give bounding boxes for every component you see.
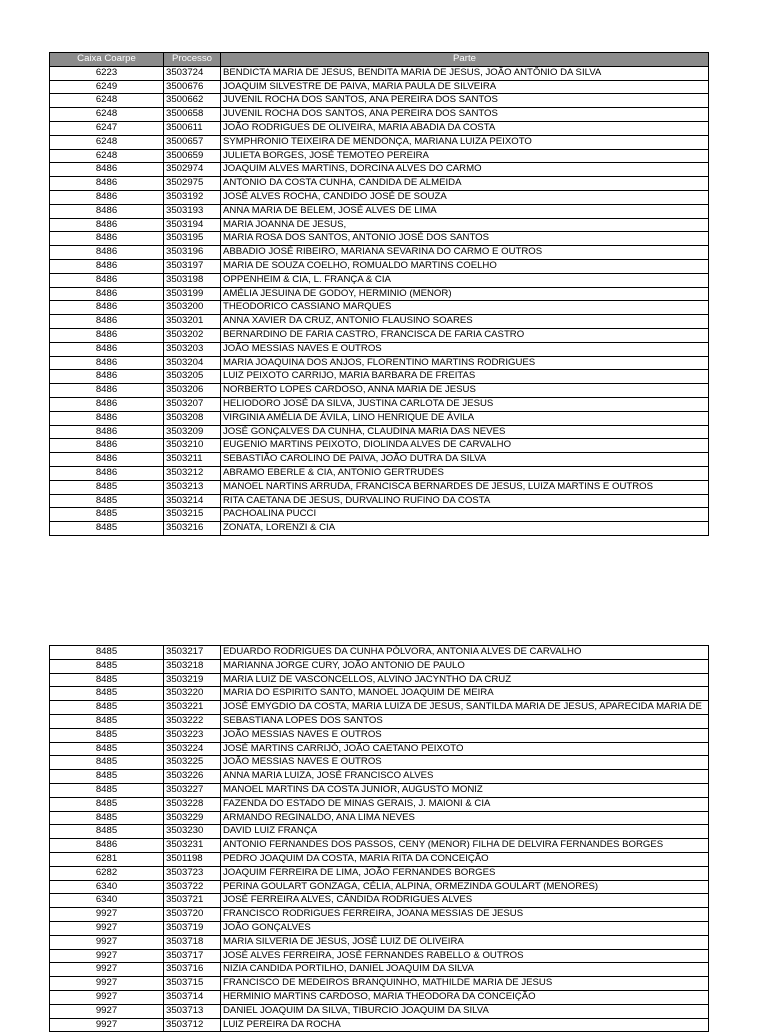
cell-processo: 3503201 bbox=[164, 315, 221, 329]
cell-parte: SYMPHRONIO TEIXEIRA DE MENDONÇA, MARIANA LUIZA PEIXOTO bbox=[221, 135, 709, 149]
cell-caixa-coarpe: 8486 bbox=[50, 287, 164, 301]
cell-caixa-coarpe: 6247 bbox=[50, 121, 164, 135]
cell-parte: EDUARDO RODRIGUES DA CUNHA PÓLVORA, ANTONIA ALVES DE CARVALHO bbox=[221, 646, 709, 660]
cell-caixa-coarpe: 8485 bbox=[50, 508, 164, 522]
cell-processo: 3503200 bbox=[164, 301, 221, 315]
table-row bbox=[50, 370, 709, 384]
cell-processo: 3503224 bbox=[164, 742, 221, 756]
cell-caixa-coarpe: 8485 bbox=[50, 687, 164, 701]
cell-caixa-coarpe: 8485 bbox=[50, 728, 164, 742]
cell-processo: 3503218 bbox=[164, 659, 221, 673]
cell-parte: BENDICTA MARIA DE JESUS, BENDITA MARIA DE JESUS, JOÃO ANTÔNIO DA SILVA bbox=[221, 66, 709, 80]
table-row bbox=[50, 949, 709, 963]
table-row bbox=[50, 742, 709, 756]
cell-parte: SEBASTIANA LOPES DOS SANTOS bbox=[221, 714, 709, 728]
cell-caixa-coarpe: 8485 bbox=[50, 825, 164, 839]
cell-processo: 3503205 bbox=[164, 370, 221, 384]
cell-processo: 3503194 bbox=[164, 218, 221, 232]
table-row bbox=[50, 259, 709, 273]
cell-caixa-coarpe: 8486 bbox=[50, 190, 164, 204]
cell-parte: NIZIA CANDIDA PORTILHO, DANIEL JOAQUIM DA SILVA bbox=[221, 963, 709, 977]
cell-processo: 3503207 bbox=[164, 397, 221, 411]
cell-caixa-coarpe: 8485 bbox=[50, 494, 164, 508]
cell-processo: 3503195 bbox=[164, 232, 221, 246]
cell-caixa-coarpe: 8486 bbox=[50, 411, 164, 425]
cell-caixa-coarpe: 8485 bbox=[50, 480, 164, 494]
cell-caixa-coarpe: 8486 bbox=[50, 177, 164, 191]
cell-caixa-coarpe: 9927 bbox=[50, 963, 164, 977]
cell-parte: JUVENIL ROCHA DOS SANTOS, ANA PEREIRA DOS SANTOS bbox=[221, 108, 709, 122]
cell-processo: 3501198 bbox=[164, 852, 221, 866]
cell-caixa-coarpe: 6340 bbox=[50, 894, 164, 908]
cell-parte: DAVID LUIZ FRANÇA bbox=[221, 825, 709, 839]
cell-caixa-coarpe: 8486 bbox=[50, 453, 164, 467]
table-row bbox=[50, 852, 709, 866]
table-row bbox=[50, 328, 709, 342]
cell-parte: EUGENIO MARTINS PEIXOTO, DIOLINDA ALVES DE CARVALHO bbox=[221, 439, 709, 453]
cell-processo: 3503211 bbox=[164, 453, 221, 467]
cell-processo: 3503217 bbox=[164, 646, 221, 660]
cell-processo: 3503197 bbox=[164, 259, 221, 273]
cell-caixa-coarpe: 8486 bbox=[50, 466, 164, 480]
cell-caixa-coarpe: 8486 bbox=[50, 218, 164, 232]
cell-processo: 3503209 bbox=[164, 425, 221, 439]
cell-processo: 3503216 bbox=[164, 522, 221, 536]
cell-processo: 3503229 bbox=[164, 811, 221, 825]
table-row bbox=[50, 287, 709, 301]
table-row bbox=[50, 646, 709, 660]
table-row bbox=[50, 728, 709, 742]
cell-processo: 3503718 bbox=[164, 935, 221, 949]
cell-caixa-coarpe: 6248 bbox=[50, 94, 164, 108]
cell-processo: 3500611 bbox=[164, 121, 221, 135]
table-row bbox=[50, 935, 709, 949]
table-row bbox=[50, 508, 709, 522]
cell-parte: JOÃO MESSIAS NAVES E OUTROS bbox=[221, 756, 709, 770]
table-row bbox=[50, 439, 709, 453]
cell-parte: ABRAMO EBERLE & CIA, ANTONIO GERTRUDES bbox=[221, 466, 709, 480]
cell-caixa-coarpe: 8486 bbox=[50, 384, 164, 398]
cell-caixa-coarpe: 8486 bbox=[50, 232, 164, 246]
cell-processo: 3503214 bbox=[164, 494, 221, 508]
cell-parte: LUIZ PEREIRA DA ROCHA bbox=[221, 1018, 709, 1032]
records-table-1 bbox=[49, 52, 709, 536]
cell-caixa-coarpe: 8485 bbox=[50, 811, 164, 825]
table-row bbox=[50, 66, 709, 80]
table-row bbox=[50, 356, 709, 370]
cell-caixa-coarpe: 6248 bbox=[50, 135, 164, 149]
cell-processo: 3503204 bbox=[164, 356, 221, 370]
table-row bbox=[50, 894, 709, 908]
cell-parte: JOÃO MESSIAS NAVES E OUTROS bbox=[221, 342, 709, 356]
cell-processo: 3503228 bbox=[164, 797, 221, 811]
table-row bbox=[50, 466, 709, 480]
cell-processo: 3503723 bbox=[164, 866, 221, 880]
table-row bbox=[50, 770, 709, 784]
table-row bbox=[50, 411, 709, 425]
cell-parte: JOSÉ FERREIRA ALVES, CÂNDIDA RODRIGUES ALVES bbox=[221, 894, 709, 908]
cell-parte: HERMINIO MARTINS CARDOSO, MARIA THEODORA DA CONCEIÇÃO bbox=[221, 990, 709, 1004]
cell-parte: MARIA DO ESPIRITO SANTO, MANOEL JOAQUIM DE MEIRA bbox=[221, 687, 709, 701]
cell-caixa-coarpe: 6281 bbox=[50, 852, 164, 866]
cell-processo: 3503206 bbox=[164, 384, 221, 398]
cell-parte: ABBADIO JOSÉ RIBEIRO, MARIANA SEVARINA DO CARMO E OUTROS bbox=[221, 246, 709, 260]
cell-processo: 3503719 bbox=[164, 921, 221, 935]
cell-caixa-coarpe: 6282 bbox=[50, 866, 164, 880]
cell-parte: VIRGINIA AMÉLIA DE ÁVILA, LINO HENRIQUE DE ÁVILA bbox=[221, 411, 709, 425]
cell-parte: JOSÉ EMYGDIO DA COSTA, MARIA LUIZA DE JESUS, SANTILDA MARIA DE JESUS, APARECIDA MARIA DE bbox=[221, 701, 709, 715]
table-row bbox=[50, 1004, 709, 1018]
cell-caixa-coarpe: 8485 bbox=[50, 646, 164, 660]
table-row bbox=[50, 149, 709, 163]
cell-parte: JULIETA BORGES, JOSÉ TEMOTEO PEREIRA bbox=[221, 149, 709, 163]
cell-processo: 3503208 bbox=[164, 411, 221, 425]
cell-processo: 3500659 bbox=[164, 149, 221, 163]
table-row bbox=[50, 783, 709, 797]
cell-processo: 3503220 bbox=[164, 687, 221, 701]
cell-parte: ANNA XAVIER DA CRUZ, ANTONIO FLAUSINO SOARES bbox=[221, 315, 709, 329]
cell-processo: 3503226 bbox=[164, 770, 221, 784]
cell-caixa-coarpe: 8485 bbox=[50, 659, 164, 673]
table-row bbox=[50, 204, 709, 218]
cell-processo: 3503714 bbox=[164, 990, 221, 1004]
cell-processo: 3503230 bbox=[164, 825, 221, 839]
cell-processo: 3503712 bbox=[164, 1018, 221, 1032]
cell-caixa-coarpe: 8486 bbox=[50, 839, 164, 853]
cell-parte: HELIODORO JOSÉ DA SILVA, JUSTINA CARLOTA DE JESUS bbox=[221, 397, 709, 411]
cell-parte: FAZENDA DO ESTADO DE MINAS GERAIS, J. MAIONI & CIA bbox=[221, 797, 709, 811]
cell-processo: 3502975 bbox=[164, 177, 221, 191]
cell-caixa-coarpe: 8485 bbox=[50, 714, 164, 728]
table-row bbox=[50, 190, 709, 204]
cell-processo: 3503715 bbox=[164, 977, 221, 991]
cell-parte: JUVENIL ROCHA DOS SANTOS, ANA PEREIRA DOS SANTOS bbox=[221, 94, 709, 108]
cell-parte: MARIANNA JORGE CURY, JOÃO ANTONIO DE PAULO bbox=[221, 659, 709, 673]
table-row bbox=[50, 108, 709, 122]
cell-processo: 3503196 bbox=[164, 246, 221, 260]
cell-caixa-coarpe: 8486 bbox=[50, 397, 164, 411]
header-caixa-coarpe: Caixa Coarpe bbox=[50, 53, 164, 67]
cell-caixa-coarpe: 9927 bbox=[50, 1018, 164, 1032]
cell-parte: DANIEL JOAQUIM DA SILVA, TIBURCIO JOAQUIM DA SILVA bbox=[221, 1004, 709, 1018]
cell-processo: 3503222 bbox=[164, 714, 221, 728]
cell-processo: 3500662 bbox=[164, 94, 221, 108]
cell-processo: 3503717 bbox=[164, 949, 221, 963]
cell-processo: 3503221 bbox=[164, 701, 221, 715]
cell-parte: NORBERTO LOPES CARDOSO, ANNA MARIA DE JESUS bbox=[221, 384, 709, 398]
cell-parte: JOÃO GONÇALVES bbox=[221, 921, 709, 935]
cell-processo: 3503193 bbox=[164, 204, 221, 218]
table-row bbox=[50, 232, 709, 246]
cell-processo: 3503716 bbox=[164, 963, 221, 977]
cell-parte: JOSÉ GONÇALVES DA CUNHA, CLAUDINA MARIA DAS NEVES bbox=[221, 425, 709, 439]
cell-processo: 3503227 bbox=[164, 783, 221, 797]
cell-processo: 3503203 bbox=[164, 342, 221, 356]
cell-caixa-coarpe: 8485 bbox=[50, 701, 164, 715]
table-row bbox=[50, 687, 709, 701]
table-row bbox=[50, 494, 709, 508]
table-row bbox=[50, 218, 709, 232]
table-row bbox=[50, 80, 709, 94]
cell-parte: JOAQUIM FERREIRA DE LIMA, JOÃO FERNANDES BORGES bbox=[221, 866, 709, 880]
cell-caixa-coarpe: 8485 bbox=[50, 783, 164, 797]
cell-caixa-coarpe: 9927 bbox=[50, 949, 164, 963]
cell-caixa-coarpe: 6249 bbox=[50, 80, 164, 94]
cell-parte: SEBASTIÃO CAROLINO DE PAIVA, JOÃO DUTRA DA SILVA bbox=[221, 453, 709, 467]
table-row bbox=[50, 839, 709, 853]
cell-parte: BERNARDINO DE FARIA CASTRO, FRANCISCA DE FARIA CASTRO bbox=[221, 328, 709, 342]
cell-parte: JOSÉ MARTINS CARRIJÓ, JOÃO CAETANO PEIXOTO bbox=[221, 742, 709, 756]
cell-caixa-coarpe: 9927 bbox=[50, 908, 164, 922]
cell-caixa-coarpe: 8485 bbox=[50, 742, 164, 756]
cell-processo: 3502974 bbox=[164, 163, 221, 177]
cell-caixa-coarpe: 8486 bbox=[50, 301, 164, 315]
table-row bbox=[50, 163, 709, 177]
table-row bbox=[50, 246, 709, 260]
header-parte: Parte bbox=[221, 53, 709, 67]
cell-caixa-coarpe: 8486 bbox=[50, 204, 164, 218]
table-row bbox=[50, 673, 709, 687]
records-body-1 bbox=[50, 66, 709, 535]
cell-caixa-coarpe: 6340 bbox=[50, 880, 164, 894]
cell-parte: ARMANDO REGINALDO, ANA LIMA NEVES bbox=[221, 811, 709, 825]
table-row bbox=[50, 177, 709, 191]
cell-processo: 3503215 bbox=[164, 508, 221, 522]
cell-parte: ANNA MARIA DE BELEM, JOSÉ ALVES DE LIMA bbox=[221, 204, 709, 218]
cell-parte: JOÃO MESSIAS NAVES E OUTROS bbox=[221, 728, 709, 742]
table-row bbox=[50, 273, 709, 287]
cell-parte: JOÃO RODRIGUES DE OLIVEIRA, MARIA ABADIA DA COSTA bbox=[221, 121, 709, 135]
table-row bbox=[50, 963, 709, 977]
cell-parte: ANTONIO FERNANDES DOS PASSOS, CENY (MENOR) FILHA DE DELVIRA FERNANDES BORGES bbox=[221, 839, 709, 853]
cell-parte: AMÉLIA JESUINA DE GODOY, HERMINIO (MENOR) bbox=[221, 287, 709, 301]
cell-processo: 3500676 bbox=[164, 80, 221, 94]
cell-caixa-coarpe: 6248 bbox=[50, 108, 164, 122]
table-row bbox=[50, 714, 709, 728]
cell-processo: 3503199 bbox=[164, 287, 221, 301]
cell-caixa-coarpe: 8486 bbox=[50, 315, 164, 329]
cell-caixa-coarpe: 8486 bbox=[50, 439, 164, 453]
table-row bbox=[50, 342, 709, 356]
cell-caixa-coarpe: 9927 bbox=[50, 977, 164, 991]
cell-processo: 3503722 bbox=[164, 880, 221, 894]
cell-processo: 3503213 bbox=[164, 480, 221, 494]
table-row bbox=[50, 756, 709, 770]
table-row bbox=[50, 315, 709, 329]
cell-caixa-coarpe: 6248 bbox=[50, 149, 164, 163]
cell-caixa-coarpe: 8486 bbox=[50, 246, 164, 260]
cell-parte: ZONATA, LORENZI & CIA bbox=[221, 522, 709, 536]
cell-caixa-coarpe: 8485 bbox=[50, 756, 164, 770]
cell-parte: FRANCISCO DE MEDEIROS BRANQUINHO, MATHILDE MARIA DE JESUS bbox=[221, 977, 709, 991]
table-row bbox=[50, 908, 709, 922]
cell-parte: ANNA MARIA LUIZA, JOSÉ FRANCISCO ALVES bbox=[221, 770, 709, 784]
table-row bbox=[50, 825, 709, 839]
cell-processo: 3500658 bbox=[164, 108, 221, 122]
cell-parte: LUIZ PEIXOTO CARRIJO, MARIA BARBARA DE FREITAS bbox=[221, 370, 709, 384]
cell-parte: JOSÉ ALVES FERREIRA, JOSÉ FERNANDES RABELLO & OUTROS bbox=[221, 949, 709, 963]
cell-caixa-coarpe: 8486 bbox=[50, 370, 164, 384]
cell-processo: 3503192 bbox=[164, 190, 221, 204]
cell-parte: JOAQUIM ALVES MARTINS, DORCINA ALVES DO CARMO bbox=[221, 163, 709, 177]
cell-parte: THEODORICO CASSIANO MARQUES bbox=[221, 301, 709, 315]
cell-caixa-coarpe: 8486 bbox=[50, 342, 164, 356]
table-row bbox=[50, 480, 709, 494]
cell-caixa-coarpe: 9927 bbox=[50, 921, 164, 935]
table-row bbox=[50, 384, 709, 398]
header-row bbox=[50, 53, 709, 67]
cell-processo: 3500657 bbox=[164, 135, 221, 149]
cell-parte: OPPENHEIM & CIA, L. FRANÇA & CIA bbox=[221, 273, 709, 287]
cell-caixa-coarpe: 8486 bbox=[50, 163, 164, 177]
cell-parte: RITA CAETANA DE JESUS, DURVALINO RUFINO DA COSTA bbox=[221, 494, 709, 508]
table-row bbox=[50, 990, 709, 1004]
table-row bbox=[50, 397, 709, 411]
cell-processo: 3503210 bbox=[164, 439, 221, 453]
cell-processo: 3503198 bbox=[164, 273, 221, 287]
cell-caixa-coarpe: 8485 bbox=[50, 673, 164, 687]
table-row bbox=[50, 121, 709, 135]
header-processo: Processo bbox=[164, 53, 221, 67]
table-row bbox=[50, 425, 709, 439]
table-row bbox=[50, 659, 709, 673]
table-row bbox=[50, 880, 709, 894]
cell-caixa-coarpe: 8486 bbox=[50, 259, 164, 273]
cell-caixa-coarpe: 9927 bbox=[50, 935, 164, 949]
cell-caixa-coarpe: 8486 bbox=[50, 356, 164, 370]
cell-processo: 3503223 bbox=[164, 728, 221, 742]
table-row bbox=[50, 811, 709, 825]
cell-processo: 3503212 bbox=[164, 466, 221, 480]
cell-caixa-coarpe: 8486 bbox=[50, 328, 164, 342]
table-row bbox=[50, 94, 709, 108]
cell-caixa-coarpe: 9927 bbox=[50, 990, 164, 1004]
cell-caixa-coarpe: 6223 bbox=[50, 66, 164, 80]
cell-processo: 3503225 bbox=[164, 756, 221, 770]
table-row bbox=[50, 301, 709, 315]
cell-parte: MANOEL NARTINS ARRUDA, FRANCISCA BERNARDES DE JESUS, LUIZA MARTINS E OUTROS bbox=[221, 480, 709, 494]
records-body-2 bbox=[50, 646, 709, 1032]
cell-caixa-coarpe: 8486 bbox=[50, 425, 164, 439]
table-row bbox=[50, 453, 709, 467]
cell-processo: 3503713 bbox=[164, 1004, 221, 1018]
cell-processo: 3503721 bbox=[164, 894, 221, 908]
cell-parte: PERINA GOULART GONZAGA, CÉLIA, ALPINA, ORMEZINDA GOULART (MENORES) bbox=[221, 880, 709, 894]
cell-parte: MARIA LUIZ DE VASCONCELLOS, ALVINO JACYNTHO DA CRUZ bbox=[221, 673, 709, 687]
table-row bbox=[50, 522, 709, 536]
cell-processo: 3503724 bbox=[164, 66, 221, 80]
table-row bbox=[50, 135, 709, 149]
cell-parte: MARIA ROSA DOS SANTOS, ANTONIO JOSÉ DOS SANTOS bbox=[221, 232, 709, 246]
cell-processo: 3503219 bbox=[164, 673, 221, 687]
table-row bbox=[50, 866, 709, 880]
cell-parte: ANTONIO DA COSTA CUNHA, CANDIDA DE ALMEIDA bbox=[221, 177, 709, 191]
cell-caixa-coarpe: 9927 bbox=[50, 1004, 164, 1018]
cell-parte: PACHOALINA PUCCI bbox=[221, 508, 709, 522]
cell-parte: MARIA JOAQUINA DOS ANJOS, FLORENTINO MARTINS RODRIGUES bbox=[221, 356, 709, 370]
table-row bbox=[50, 921, 709, 935]
cell-parte: PEDRO JOAQUIM DA COSTA, MARIA RITA DA CONCEIÇÃO bbox=[221, 852, 709, 866]
cell-caixa-coarpe: 8485 bbox=[50, 770, 164, 784]
table-row bbox=[50, 977, 709, 991]
cell-parte: FRANCISCO RODRIGUES FERREIRA, JOANA MESSIAS DE JESUS bbox=[221, 908, 709, 922]
cell-parte: MARIA JOANNA DE JESUS, bbox=[221, 218, 709, 232]
cell-caixa-coarpe: 8485 bbox=[50, 797, 164, 811]
cell-parte: MANOEL MARTINS DA COSTA JUNIOR, AUGUSTO MONIZ bbox=[221, 783, 709, 797]
table-row bbox=[50, 1018, 709, 1032]
cell-processo: 3503720 bbox=[164, 908, 221, 922]
cell-parte: JOSÉ ALVES ROCHA, CANDIDO JOSÉ DE SOUZA bbox=[221, 190, 709, 204]
cell-processo: 3503231 bbox=[164, 839, 221, 853]
table-row bbox=[50, 797, 709, 811]
cell-caixa-coarpe: 8485 bbox=[50, 522, 164, 536]
cell-parte: MARIA DE SOUZA COELHO, ROMUALDO MARTINS COELHO bbox=[221, 259, 709, 273]
cell-caixa-coarpe: 8486 bbox=[50, 273, 164, 287]
cell-parte: JOAQUIM SILVESTRE DE PAIVA, MARIA PAULA DE SILVEIRA bbox=[221, 80, 709, 94]
records-table-2 bbox=[49, 645, 709, 1032]
cell-parte: MARIA SILVERIA DE JESUS, JOSÉ LUIZ DE OLIVEIRA bbox=[221, 935, 709, 949]
cell-processo: 3503202 bbox=[164, 328, 221, 342]
table-row bbox=[50, 701, 709, 715]
